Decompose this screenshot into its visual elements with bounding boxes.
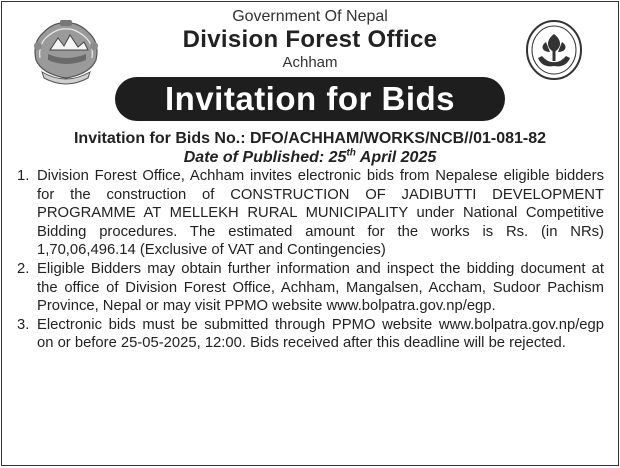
list-item	[17, 316, 604, 353]
office-name: Division Forest Office	[182, 26, 438, 53]
notice-page	[1, 1, 619, 466]
list-item	[17, 167, 604, 260]
government-name: Government Of Nepal	[232, 8, 388, 25]
item-text: Division Forest Office, Achham invites electronic bids from Nepalese eligible bidders for the construction of CONSTRUCTION OF JADIBUTTI DEVELOPMENT PROGRAMME AT MELLEKH RURAL MUNICIPALITY under National Competitive Bidding procedures. The estimated amount for the works is Rs. (in NRs) 1,70,06,496.14 (Exclusive of VAT and Contingencies)	[37, 168, 604, 259]
published-date-rest: April 2025	[355, 149, 437, 166]
item-number: 1.	[17, 168, 30, 184]
published-date	[2, 148, 618, 167]
published-date-suffix: th	[346, 147, 356, 159]
title-banner: Invitation for Bids	[115, 77, 505, 121]
item-number: 3.	[17, 316, 30, 333]
forest-department-logo-icon	[524, 18, 584, 82]
office-location: Achham	[282, 54, 338, 71]
nepal-government-emblem-icon	[28, 16, 104, 86]
notice-items	[2, 167, 618, 353]
item-text: Eligible Bidders may obtain further information and inspect the bidding document at the office of Division Forest Office, Achham, Mangalsen, Accham, Sudoor Pachism Province, Nepal or may visit PPMO website www.bolpatra.gov.np/egp.	[37, 260, 604, 315]
bid-number: Invitation for Bids No.: DFO/ACHHAM/WORKS/NCB//01-081-82	[73, 130, 547, 147]
item-text: Electronic bids must be submitted through PPMO website www.bolpatra.gov.np/egp on or before 25-05-2025, 12:00. Bids received after this deadline will be rejected.	[37, 316, 604, 352]
item-number: 2.	[17, 260, 30, 277]
list-item	[17, 260, 604, 316]
published-date-prefix: Date of Published: 25	[183, 149, 347, 166]
